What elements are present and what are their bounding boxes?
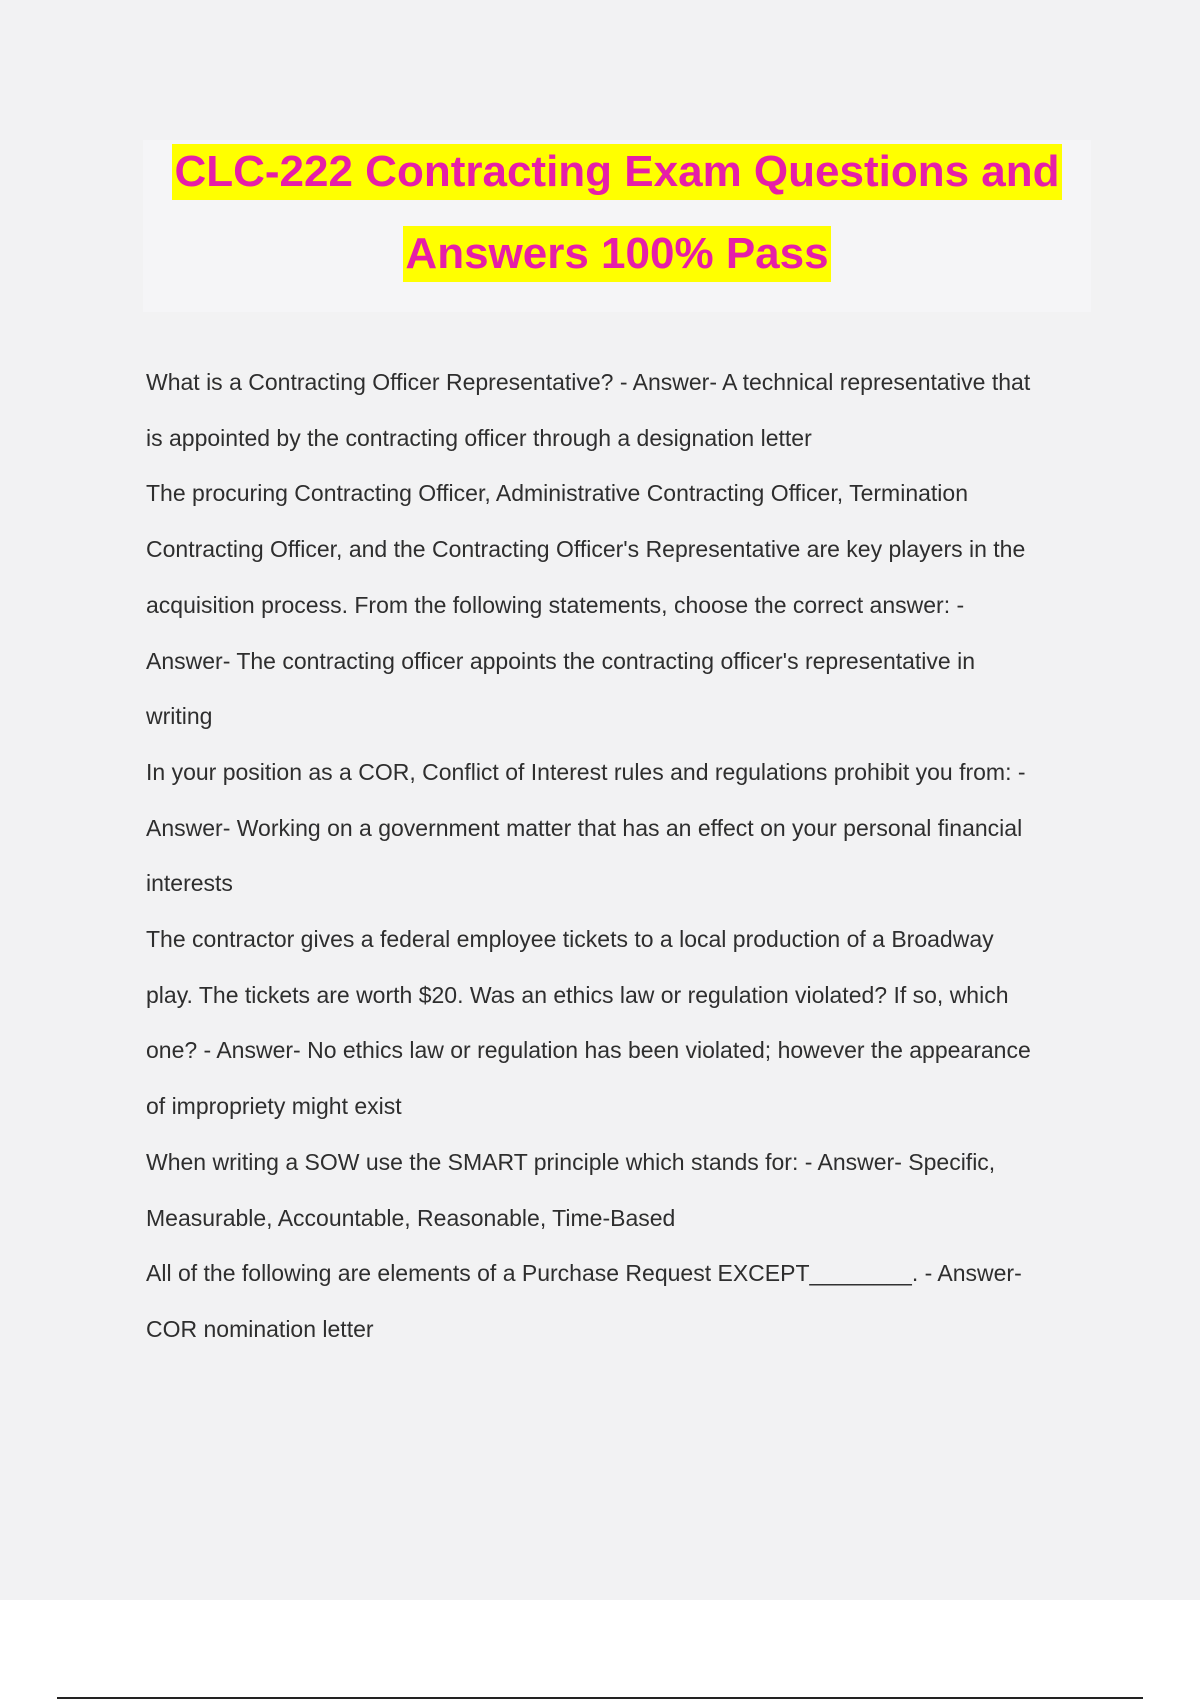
title-line-1 bbox=[143, 144, 1091, 200]
qa-line: What is a Contracting Officer Representative? - Answer- A technical representative that bbox=[146, 369, 1031, 395]
qa-line: All of the following are elements of a Purchase Request EXCEPT________. - Answer- bbox=[146, 1260, 1022, 1287]
qa-line: Answer- Working on a government matter that has an effect on your personal financial bbox=[146, 814, 1023, 841]
qa-line: Answer- The contracting officer appoints the contracting officer's representative in bbox=[146, 647, 975, 674]
qa-line: COR nomination letter bbox=[146, 1315, 374, 1342]
qa-line: of impropriety might exist bbox=[146, 1093, 402, 1120]
next-page-area bbox=[0, 1600, 1200, 1700]
qa-entry-2 bbox=[146, 466, 1092, 745]
qa-entry-1 bbox=[146, 355, 1092, 466]
qa-entry-4 bbox=[146, 912, 1092, 1135]
qa-line: Measurable, Accountable, Reasonable, Time-Based bbox=[146, 1204, 676, 1231]
title-line-2 bbox=[143, 226, 1091, 282]
page-divider bbox=[57, 1697, 1143, 1699]
qa-line: In your position as a COR, Conflict of Interest rules and regulations prohibit you from: - bbox=[146, 758, 1026, 785]
qa-line: When writing a SOW use the SMART principle which stands for: - Answer- Specific, bbox=[146, 1148, 996, 1175]
qa-entry-5 bbox=[146, 1135, 1092, 1246]
title-line-2-text: Answers 100% Pass bbox=[403, 226, 830, 282]
qa-line: interests bbox=[146, 870, 233, 897]
qa-line: play. The tickets are worth $20. Was an ethics law or regulation violated? If so, which bbox=[146, 981, 1009, 1008]
document-title bbox=[143, 140, 1091, 312]
qa-line: The contractor gives a federal employee tickets to a local production of a Broadway bbox=[146, 926, 994, 953]
qa-entry-3 bbox=[146, 745, 1092, 912]
qa-line: acquisition process. From the following statements, choose the correct answer: - bbox=[146, 591, 965, 618]
qa-line: writing bbox=[146, 703, 213, 730]
qa-body bbox=[146, 355, 1092, 1358]
qa-line: The procuring Contracting Officer, Administrative Contracting Officer, Termination bbox=[146, 480, 968, 507]
qa-line: Contracting Officer, and the Contracting Officer's Representative are key players in the bbox=[146, 536, 1026, 563]
qa-line: is appointed by the contracting officer through a designation letter bbox=[146, 424, 812, 451]
qa-entry-6 bbox=[146, 1246, 1092, 1357]
qa-line: one? - Answer- No ethics law or regulation has been violated; however the appearance bbox=[146, 1037, 1031, 1064]
title-line-1-text: CLC-222 Contracting Exam Questions and bbox=[172, 144, 1061, 200]
